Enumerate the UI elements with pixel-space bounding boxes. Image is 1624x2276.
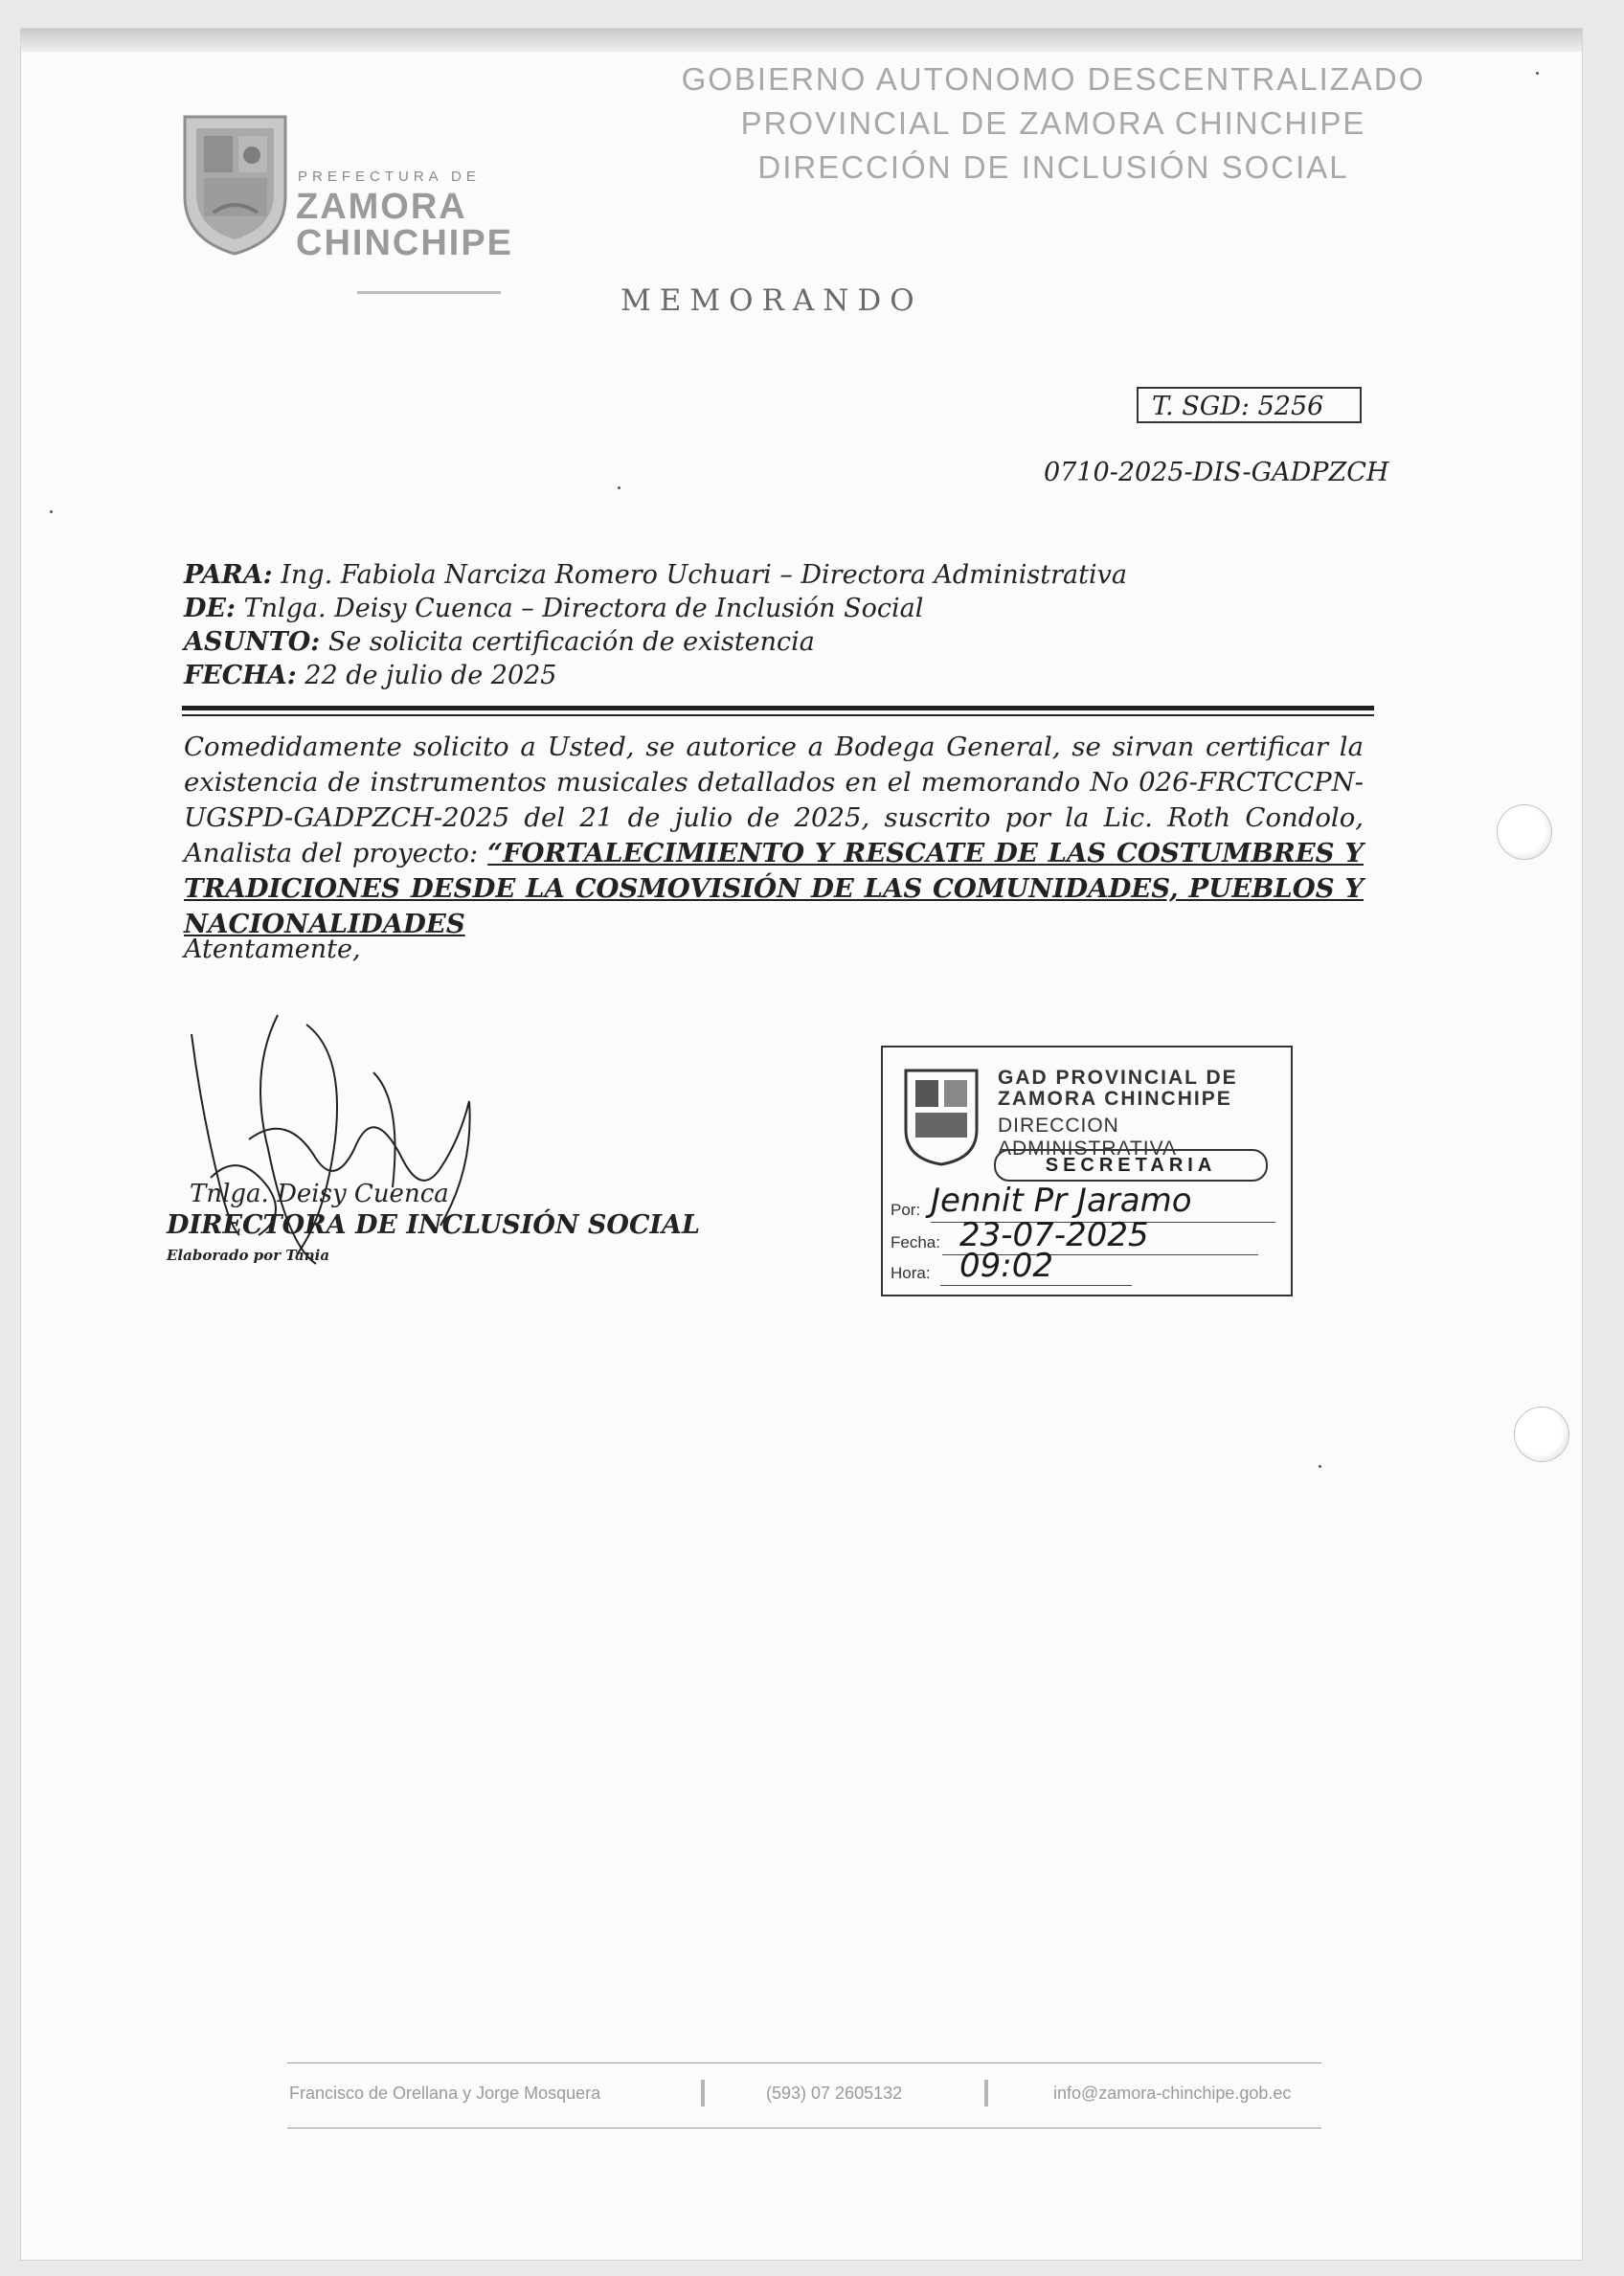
field-asunto: [184, 625, 1127, 659]
scan-speck: [50, 510, 53, 513]
scan-speck: [1319, 1465, 1321, 1468]
handwritten-signature: [153, 996, 536, 1283]
stamp-line-2: ZAMORA CHINCHIPE: [998, 1088, 1232, 1110]
signer-role: DIRECTORA DE INCLUSIÓN SOCIAL: [167, 1210, 700, 1240]
reception-stamp: [881, 1046, 1293, 1296]
footer-rule-bottom: [287, 2128, 1321, 2129]
memo-body: [184, 730, 1364, 942]
field-fecha-value: 22 de julio de 2025: [304, 661, 557, 690]
memo-fields: [184, 558, 1127, 692]
footer-separator-2: [984, 2080, 988, 2107]
logo-underline: [357, 291, 501, 294]
stamp-line-1: GAD PROVINCIAL DE: [998, 1067, 1238, 1089]
stamp-fecha-label: Fecha:: [891, 1233, 940, 1251]
logo-name-line2: CHINCHIPE: [296, 223, 514, 263]
field-fecha-label: FECHA:: [184, 661, 297, 690]
closing-salutation: Atentamente,: [184, 935, 361, 964]
footer-email: info@zamora-chinchipe.gob.ec: [1053, 2084, 1292, 2103]
signer-name: Tnlga. Deisy Cuenca: [190, 1180, 449, 1208]
field-fecha: [184, 659, 1127, 692]
field-para: [184, 558, 1127, 592]
field-de-label: DE:: [184, 594, 236, 623]
header-line-2: PROVINCIAL DE ZAMORA CHINCHIPE: [740, 105, 1366, 141]
punch-hole-bottom: [1515, 1408, 1568, 1461]
body-paragraph: Comedidamente solicito a Usted, se autorice a Bodega General, se sirvan certificar la existencia de instrumentos musicales detallados en el memorando No 026-FRCTCCPN-UGSPD-GADPZCH-2025 del 21 de julio de 2025, suscrito por la Lic. Roth Condolo, Analista del proyecto:: [184, 732, 1364, 868]
stamp-hora-value: 09:02: [959, 1247, 1053, 1285]
footer-address: Francisco de Orellana y Jorge Mosquera: [289, 2084, 601, 2103]
logo-name: [296, 189, 513, 261]
stamp-seal-icon: [898, 1063, 984, 1168]
stamp-hora-label: Hora:: [891, 1264, 931, 1282]
footer-separator-1: [701, 2080, 705, 2107]
stamp-por-label: Por:: [891, 1201, 921, 1219]
field-para-label: PARA:: [184, 560, 273, 590]
punch-hole-top: [1498, 805, 1551, 859]
stamp-line-3: DIRECCION ADMINISTRATIVA: [998, 1115, 1178, 1160]
separator-rule-thick: [182, 706, 1374, 710]
prefectura-logo: [175, 77, 549, 278]
institution-header: [603, 57, 1503, 190]
stamp-hora-line: [940, 1285, 1132, 1286]
document-title: MEMORANDO: [620, 283, 923, 318]
elaborated-by: Elaborado por Tania: [167, 1247, 330, 1264]
field-de-value: Tnlga. Deisy Cuenca – Directora de Inclusión Social: [243, 594, 924, 623]
scan-speck: [618, 486, 620, 489]
scan-speck: [1536, 72, 1539, 75]
field-para-value: Ing. Fabiola Narciza Romero Uchuari – Directora Administrativa: [281, 560, 1127, 590]
separator-rule-thin: [182, 714, 1374, 716]
logo-prefix: PREFECTURA DE: [298, 169, 481, 185]
coat-of-arms-icon: [175, 105, 295, 259]
memo-number: 0710-2025-DIS-GADPZCH: [1044, 458, 1389, 487]
project-name: “FORTALECIMIENTO Y RESCATE DE LAS COSTUMBRES Y TRADICIONES DESDE LA COSMOVISIÓN DE LAS COMUNIDADES, PUEBLOS Y NACIONALIDADES: [184, 838, 1364, 939]
stamp-por-value: Jennit Pr Jaramo: [931, 1182, 1192, 1220]
stamp-section: SECRETARIA: [994, 1149, 1268, 1182]
header-line-1: GOBIERNO AUTONOMO DESCENTRALIZADO: [681, 61, 1426, 97]
footer-phone: (593) 07 2605132: [766, 2084, 903, 2103]
logo-name-line1: ZAMORA: [296, 187, 467, 227]
field-asunto-label: ASUNTO:: [184, 627, 321, 657]
sgd-number-box: T. SGD: 5256: [1137, 387, 1362, 423]
scan-edge: [21, 29, 1582, 52]
field-asunto-value: Se solicita certificación de existencia: [327, 627, 815, 657]
footer-rule-top: [287, 2062, 1321, 2063]
stamp-fecha-value: 23-07-2025: [959, 1216, 1149, 1254]
field-de: [184, 592, 1127, 625]
header-line-3: DIRECCIÓN DE INCLUSIÓN SOCIAL: [757, 149, 1349, 185]
